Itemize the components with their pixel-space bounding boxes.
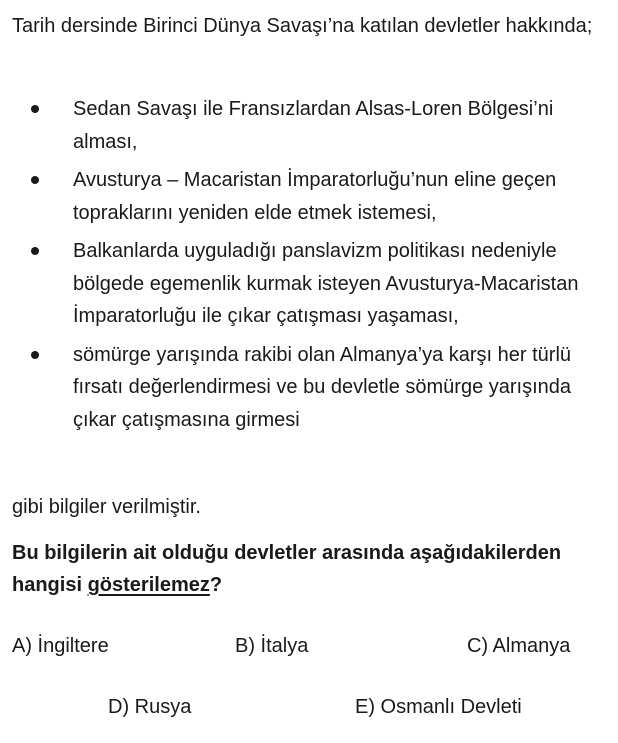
option-b[interactable]: B) İtalya [235, 635, 309, 657]
bullet-dot-icon [31, 105, 39, 113]
question-stem-end: ? [209, 574, 223, 596]
option-c[interactable]: C) Almanya [467, 635, 571, 657]
question-intro: Tarih dersinde Birinci Dünya Savaşı’na katılan devletler hakkında; [12, 15, 593, 37]
option-d[interactable]: D) Rusya [108, 696, 192, 718]
info-bullet-text: sömürge yarışında rakibi olan Almanya’ya karşı her türlü fırsatı değerlendirmesi ve bu devletle sömürge yarışında çıkar çatışmasına girmesi [73, 343, 572, 431]
bullet-dot-icon [31, 351, 39, 359]
question-outro: gibi bilgiler verilmiştir. [12, 496, 201, 518]
bullet-dot-icon [31, 247, 39, 255]
info-bullet-list [0, 93, 618, 436]
question-stem [12, 537, 602, 601]
info-bullet-3 [0, 235, 603, 333]
info-bullet-2 [0, 164, 603, 229]
info-bullet-1 [0, 93, 603, 158]
info-bullet-text: Balkanlarda uyguladığı panslavizm politikası nedeniyle bölgede egemenlik kurmak isteyen Avusturya-Macaristan İmparatorluğu ile çıkar çatışması yaşaması, [73, 240, 579, 327]
option-e[interactable]: E) Osmanlı Devleti [355, 696, 522, 718]
info-bullet-4 [0, 339, 603, 437]
option-a[interactable]: A) İngiltere [12, 635, 109, 657]
info-bullet-text: Sedan Savaşı ile Fransızlardan Alsas-Loren Bölgesi’ni alması, [73, 98, 554, 153]
bullet-dot-icon [31, 176, 39, 184]
question-stem-text: Bu bilgilerin ait olduğu devletler arasında aşağıdakilerden hangisi [12, 542, 562, 596]
info-bullet-text: Avusturya – Macaristan İmparatorluğu’nun eline geçen topraklarını yeniden elde etmek istemesi, [73, 169, 557, 224]
question-stem-underlined: gösterilemez [87, 574, 210, 596]
